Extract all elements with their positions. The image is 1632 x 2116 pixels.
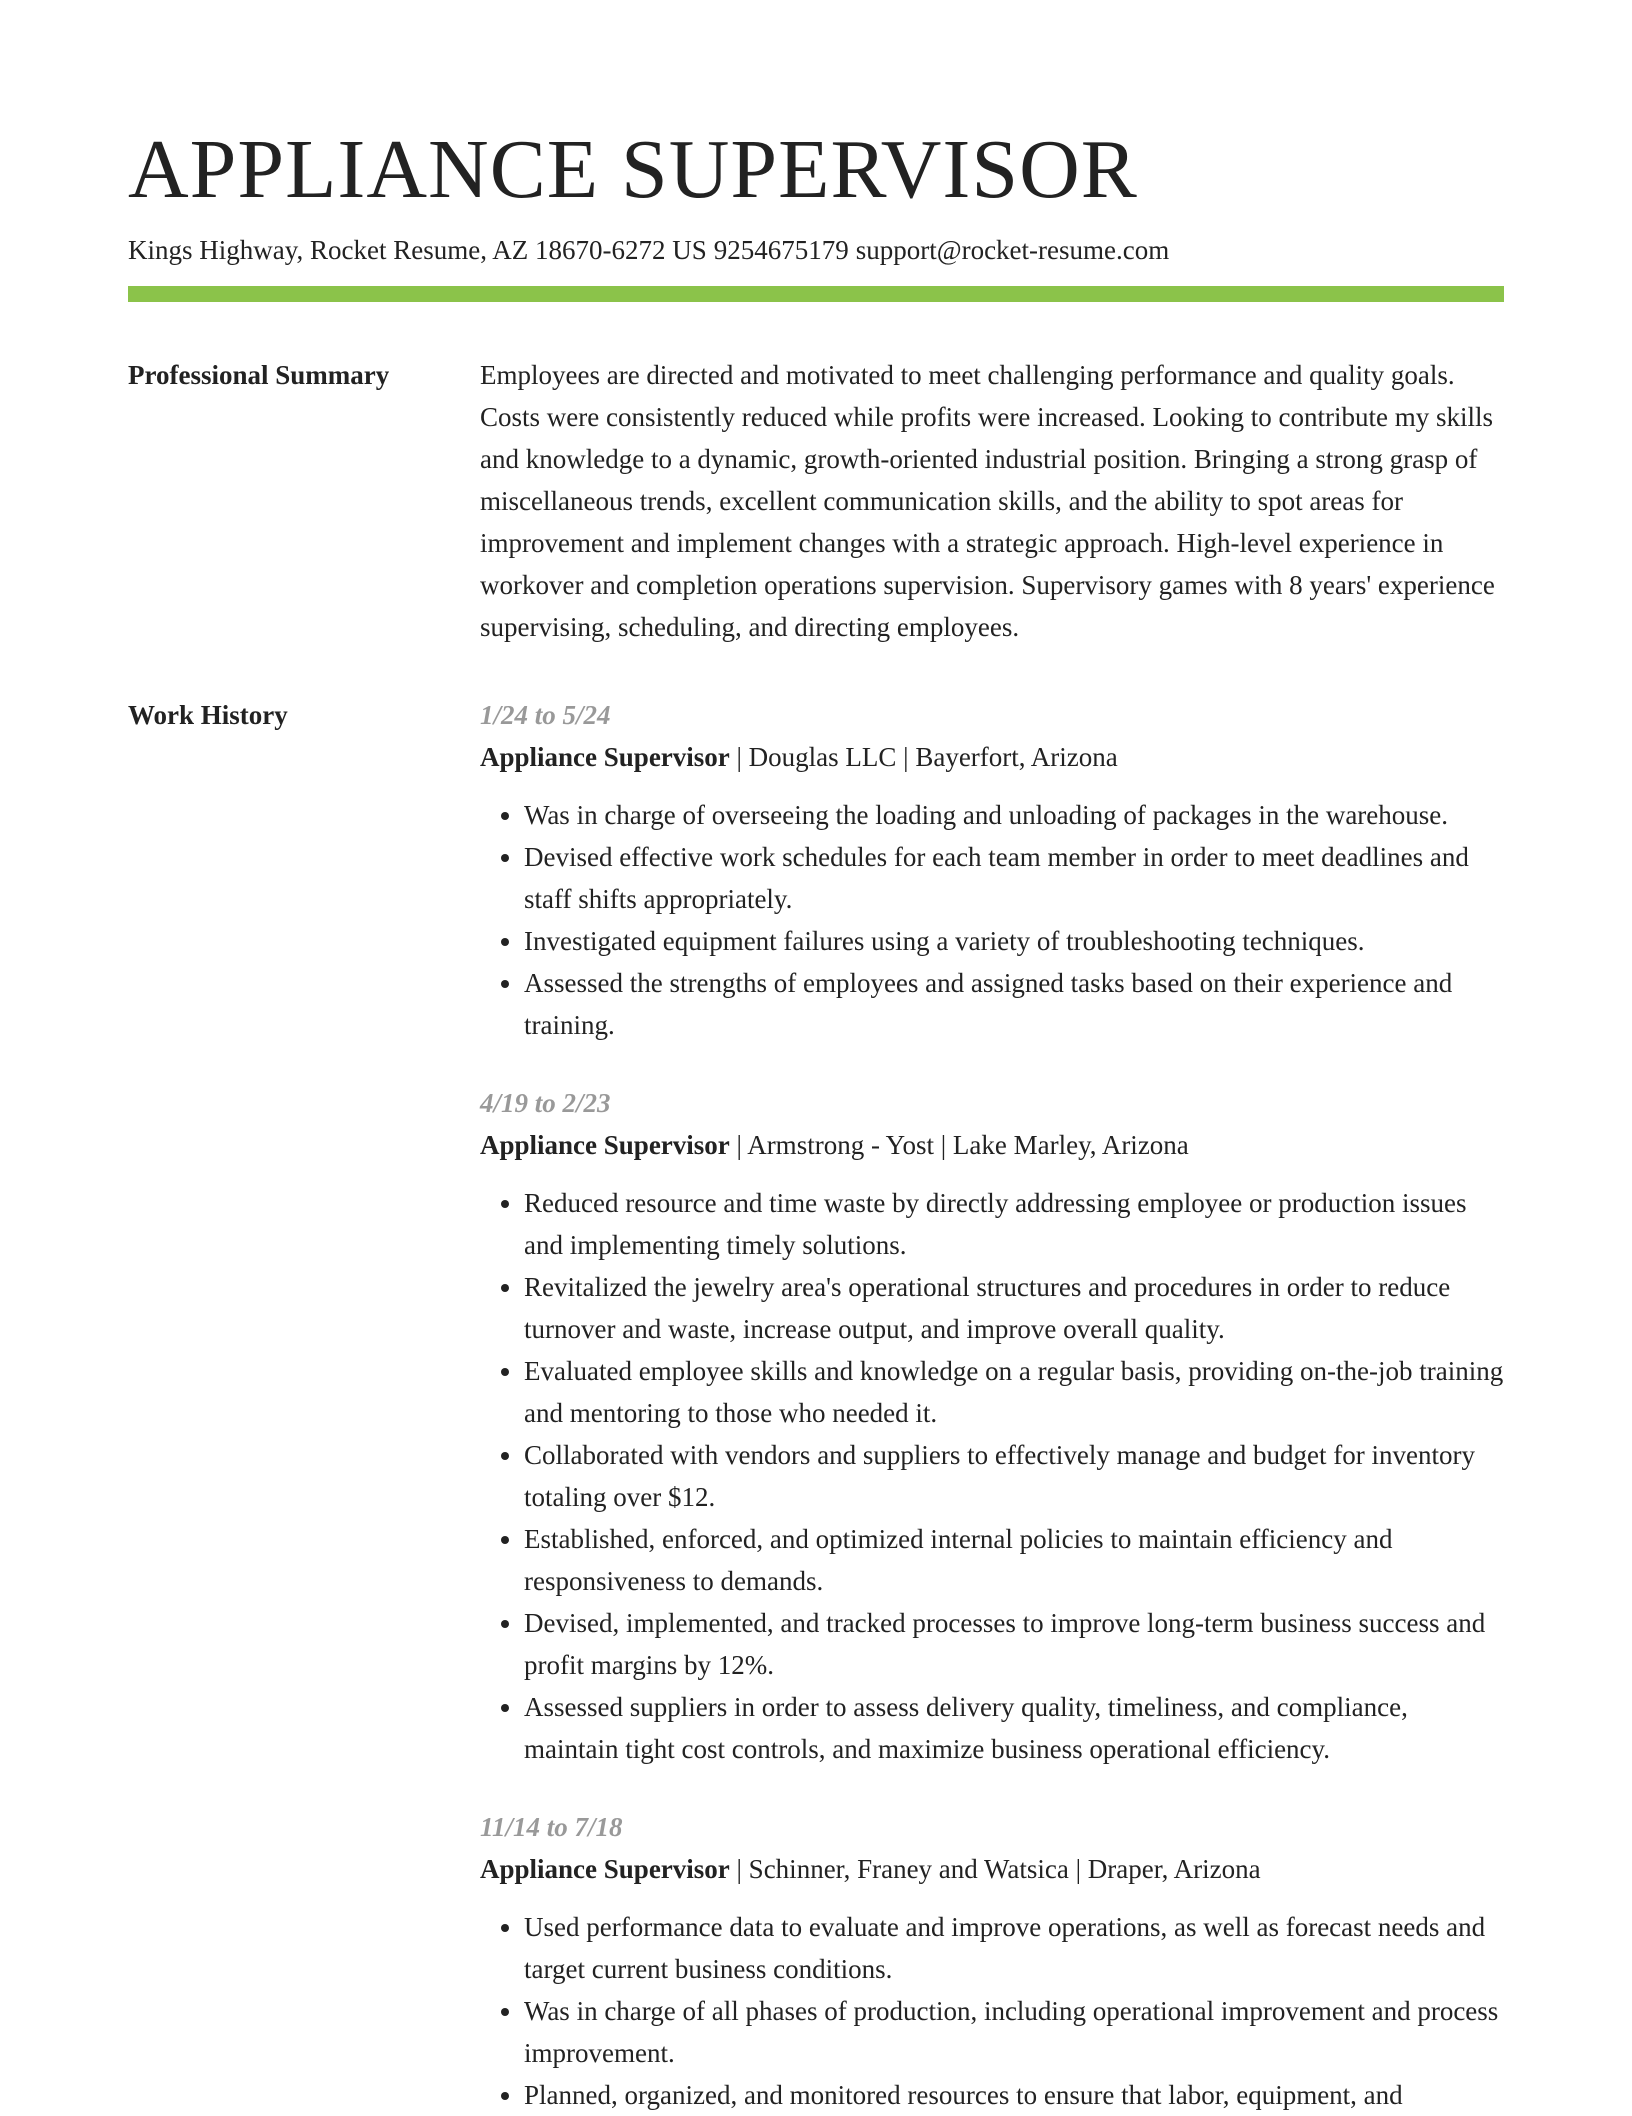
- contact-email: support@rocket-resume.com: [855, 235, 1170, 265]
- job-bullet: • Reduced resource and time waste by directly addressing employee or production issues and implementing timely solutions.: [524, 1182, 1504, 1266]
- job-company-location: | Armstrong - Yost | Lake Marley, Arizona: [729, 1130, 1189, 1160]
- job-dates: 1/24 to 5/24: [480, 700, 611, 730]
- job-bullets: [480, 1906, 1504, 2116]
- job-entry: [480, 694, 1504, 1046]
- job-heading: [480, 1848, 1504, 1890]
- job-bullets: [480, 794, 1504, 1046]
- job-company-location: | Douglas LLC | Bayerfort, Arizona: [729, 742, 1118, 772]
- job-bullet: • Revitalized the jewelry area's operational structures and procedures in order to reduce turnover and waste, increase output, and improve overall quality.: [524, 1266, 1504, 1350]
- job-bullet: • Investigated equipment failures using a variety of troubleshooting techniques.: [524, 920, 1504, 962]
- job-heading: [480, 1124, 1504, 1166]
- job-bullet: • Assessed the strengths of employees and assigned tasks based on their experience and training.: [524, 962, 1504, 1046]
- contact-phone: 9254675179: [713, 235, 849, 265]
- job-bullet: • Devised effective work schedules for each team member in order to meet deadlines and staff shifts appropriately.: [524, 836, 1504, 920]
- contact-line: [128, 232, 1504, 268]
- job-bullet: • Planned, organized, and monitored resources to ensure that labor, equipment, and: [524, 2074, 1504, 2116]
- summary-section: [128, 354, 1504, 648]
- summary-text: Employees are directed and motivated to meet challenging performance and quality goals. Costs were consistently reduced while profits were increased. Looking to contribute my skills and knowledge to a dynamic, growth-oriented industrial position. Bringing a strong grasp of miscellaneous trends, excellent communication skills, and the ability to spot areas for improvement and implement changes with a strategic approach. High-level experience in workover and completion operations supervision. Supervisory games with 8 years' experience supervising, scheduling, and directing employees.: [480, 360, 1495, 642]
- candidate-name: APPLIANCE SUPERVISOR: [128, 123, 1138, 216]
- job-bullet: • Devised, implemented, and tracked processes to improve long-term business success and profit margins by 12%.: [524, 1602, 1504, 1686]
- summary-label: Professional Summary: [128, 360, 390, 390]
- work-history-list: [480, 694, 1504, 2116]
- work-history-label: Work History: [128, 700, 288, 730]
- job-dates: 4/19 to 2/23: [480, 1088, 611, 1118]
- job-heading: [480, 736, 1504, 778]
- job-bullet: • Was in charge of all phases of production, including operational improvement and process improvement.: [524, 1990, 1504, 2074]
- job-dates: 11/14 to 7/18: [480, 1812, 623, 1842]
- job-bullet: • Established, enforced, and optimized internal policies to maintain efficiency and responsiveness to demands.: [524, 1518, 1504, 1602]
- job-entry: [480, 1082, 1504, 1770]
- job-bullet: • Was in charge of overseeing the loading and unloading of packages in the warehouse.: [524, 794, 1504, 836]
- job-bullet: • Used performance data to evaluate and improve operations, as well as forecast needs and target current business conditions.: [524, 1906, 1504, 1990]
- work-history-section: [128, 694, 1504, 2116]
- job-bullet: • Assessed suppliers in order to assess delivery quality, timeliness, and compliance, maintain tight cost controls, and maximize business operational efficiency.: [524, 1686, 1504, 1770]
- job-bullet: • Evaluated employee skills and knowledge on a regular basis, providing on-the-job training and mentoring to those who needed it.: [524, 1350, 1504, 1434]
- job-bullet: • Collaborated with vendors and suppliers to effectively manage and budget for inventory totaling over $12.: [524, 1434, 1504, 1518]
- accent-rule: [128, 286, 1504, 302]
- job-title: Appliance Supervisor: [480, 1130, 730, 1160]
- job-entry: [480, 1806, 1504, 2116]
- job-bullets: [480, 1182, 1504, 1770]
- job-company-location: | Schinner, Franey and Watsica | Draper, Arizona: [729, 1854, 1261, 1884]
- contact-address: Kings Highway, Rocket Resume, AZ 18670-6272 US: [128, 235, 707, 265]
- resume-page: [128, 120, 1504, 2116]
- job-title: Appliance Supervisor: [480, 1854, 730, 1884]
- job-title: Appliance Supervisor: [480, 742, 730, 772]
